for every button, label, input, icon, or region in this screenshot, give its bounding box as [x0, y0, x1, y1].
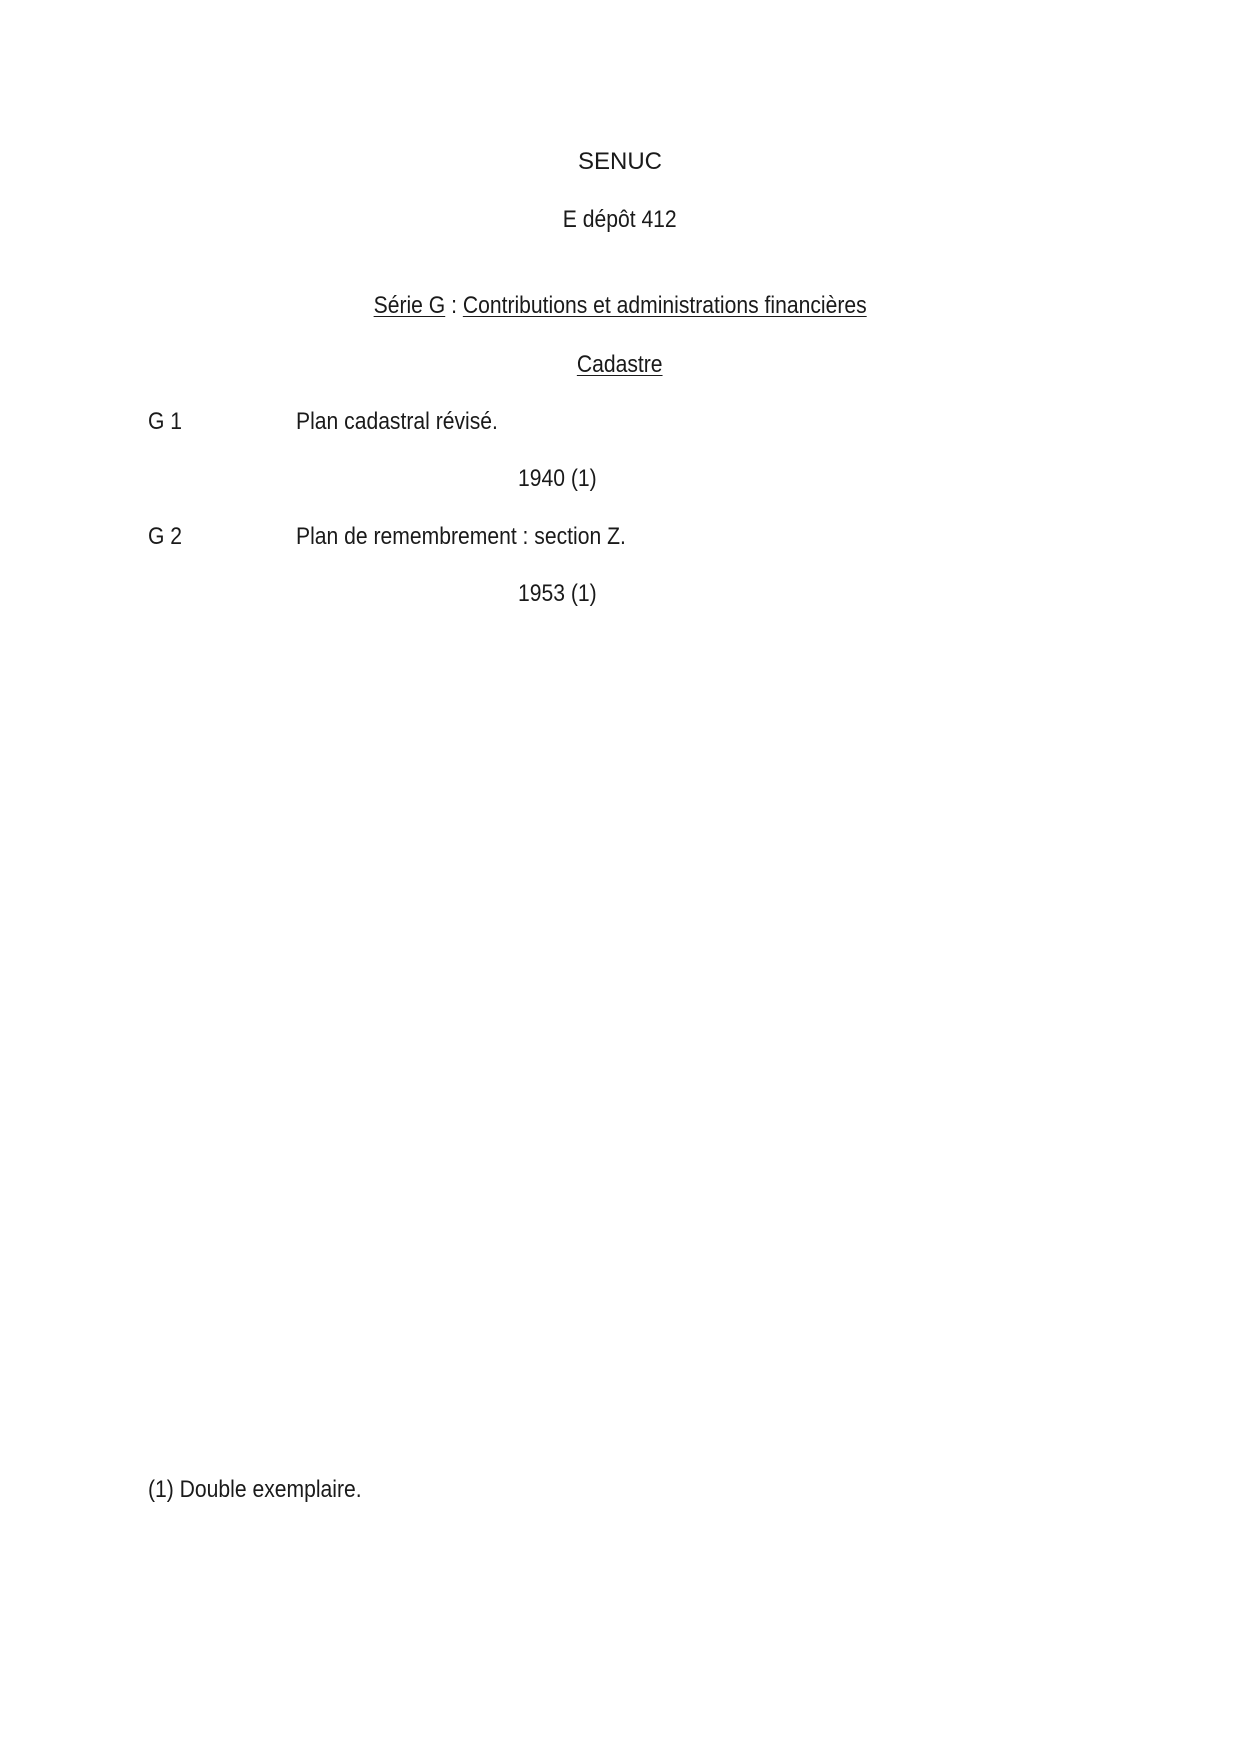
page-title [0, 150, 1240, 174]
entry-description: Plan cadastral révisé. [296, 408, 498, 435]
series-heading-inner [373, 294, 866, 318]
series-name: Contributions et administrations financières [462, 292, 867, 319]
deposit-reference-text: E dépôt 412 [563, 206, 677, 233]
footnote: (1) Double exemplaire. [148, 1476, 362, 1503]
entry-code: G 2 [148, 523, 183, 550]
entry-description: Plan de remembrement : section Z. [296, 523, 626, 550]
series-label: Série G [373, 292, 446, 319]
series-heading [0, 294, 1240, 318]
entry-date: 1940 (1) [518, 465, 597, 492]
title-text: SENUC [577, 148, 662, 175]
section-heading [0, 353, 1240, 377]
deposit-reference [0, 208, 1240, 232]
section-title: Cadastre [577, 351, 663, 378]
entry-code: G 1 [148, 408, 183, 435]
series-separator: : [445, 292, 463, 319]
entry-date: 1953 (1) [518, 580, 597, 607]
